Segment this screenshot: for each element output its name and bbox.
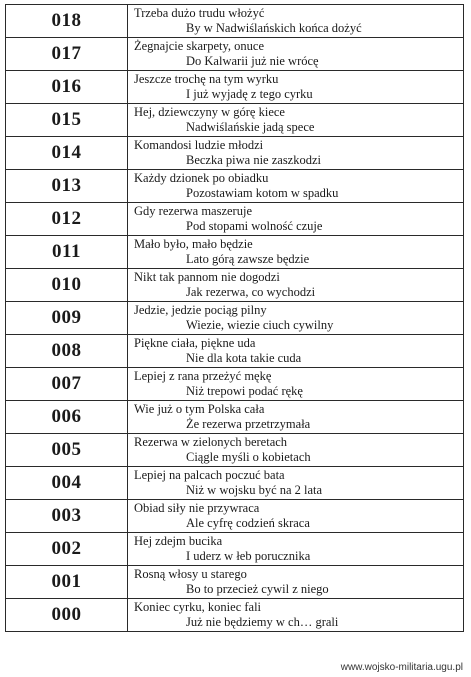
table-row	[6, 533, 464, 566]
day-number: 014	[6, 137, 128, 170]
verse-cell	[128, 104, 464, 137]
verse-line-2: Wiezie, wiezie ciuch cywilny	[186, 318, 334, 332]
day-number: 013	[6, 170, 128, 203]
verse-line-2: I już wyjadę z tego cyrku	[186, 87, 313, 101]
verse-cell	[128, 566, 464, 599]
verse-line-2: Do Kalwarii już nie wrócę	[186, 54, 319, 68]
verse-line-2: Nie dla kota takie cuda	[186, 351, 302, 365]
day-number: 001	[6, 566, 128, 599]
day-number: 007	[6, 368, 128, 401]
source-footer: www.wojsko-militaria.ugu.pl	[340, 662, 463, 673]
day-number: 018	[6, 5, 128, 38]
day-number: 008	[6, 335, 128, 368]
day-number: 012	[6, 203, 128, 236]
verse-line-2: Niż w wojsku być na 2 lata	[186, 483, 323, 497]
verse-line-1: Piękne ciała, piękne uda	[134, 336, 256, 350]
day-number: 017	[6, 38, 128, 71]
verse-line-1: Jeszcze trochę na tym wyrku	[134, 72, 279, 86]
table-row	[6, 137, 464, 170]
verse-line-2: Lato górą zawsze będzie	[186, 252, 310, 266]
verse-line-2: Jak rezerwa, co wychodzi	[186, 285, 316, 299]
table-row	[6, 38, 464, 71]
verse-cell	[128, 38, 464, 71]
verse-line-2: Niż trepowi podać rękę	[186, 384, 303, 398]
verse-cell	[128, 467, 464, 500]
day-number: 004	[6, 467, 128, 500]
table-row	[6, 236, 464, 269]
day-number: 016	[6, 71, 128, 104]
day-number: 010	[6, 269, 128, 302]
countdown-rows	[6, 5, 464, 632]
countdown-sheet	[5, 4, 464, 632]
verse-line-2: Pod stopami wolność czuje	[186, 219, 323, 233]
day-number: 000	[6, 599, 128, 632]
verse-line-2: Beczka piwa nie zaszkodzi	[186, 153, 322, 167]
verse-cell	[128, 137, 464, 170]
verse-line-1: Jedzie, jedzie pociąg pilny	[134, 303, 267, 317]
table-row	[6, 467, 464, 500]
verse-line-2: Bo to przecież cywil z niego	[186, 582, 329, 596]
verse-cell	[128, 368, 464, 401]
verse-line-1: Lepiej na palcach poczuć bata	[134, 468, 285, 482]
day-number: 015	[6, 104, 128, 137]
verse-line-1: Wie już o tym Polska cała	[134, 402, 265, 416]
countdown-table	[5, 4, 464, 632]
verse-cell	[128, 500, 464, 533]
table-row	[6, 302, 464, 335]
verse-line-1: Nikt tak pannom nie dogodzi	[134, 270, 280, 284]
table-row	[6, 203, 464, 236]
verse-line-1: Rezerwa w zielonych beretach	[134, 435, 288, 449]
day-number: 002	[6, 533, 128, 566]
table-row	[6, 599, 464, 632]
table-row	[6, 500, 464, 533]
verse-cell	[128, 401, 464, 434]
verse-line-2: Ale cyfrę codzień skraca	[186, 516, 310, 530]
day-number: 009	[6, 302, 128, 335]
verse-line-1: Mało było, mało będzie	[134, 237, 253, 251]
verse-cell	[128, 170, 464, 203]
verse-line-2: Już nie będziemy w ch… grali	[186, 615, 339, 629]
verse-line-2: Ciągle myśli o kobietach	[186, 450, 311, 464]
table-row	[6, 269, 464, 302]
verse-cell	[128, 269, 464, 302]
verse-cell	[128, 335, 464, 368]
day-number: 003	[6, 500, 128, 533]
table-row	[6, 170, 464, 203]
verse-cell	[128, 302, 464, 335]
verse-line-2: Pozostawiam kotom w spadku	[186, 186, 339, 200]
verse-cell	[128, 203, 464, 236]
table-row	[6, 335, 464, 368]
table-row	[6, 104, 464, 137]
verse-line-1: Obiad siły nie przywraca	[134, 501, 260, 515]
verse-line-1: Rosną włosy u starego	[134, 567, 247, 581]
verse-line-1: Komandosi ludzie młodzi	[134, 138, 264, 152]
verse-line-2: By w Nadwiślańskich końca dożyć	[186, 21, 362, 35]
table-row	[6, 434, 464, 467]
verse-cell	[128, 434, 464, 467]
day-number: 005	[6, 434, 128, 467]
verse-line-1: Żegnajcie skarpety, onuce	[134, 39, 265, 53]
verse-cell	[128, 5, 464, 38]
verse-cell	[128, 236, 464, 269]
verse-line-1: Gdy rezerwa maszeruje	[134, 204, 252, 218]
verse-line-1: Hej, dziewczyny w górę kiece	[134, 105, 285, 119]
verse-cell	[128, 71, 464, 104]
verse-cell	[128, 599, 464, 632]
verse-line-2: Nadwiślańskie jadą spece	[186, 120, 315, 134]
verse-line-2: Że rezerwa przetrzymała	[186, 417, 311, 431]
table-row	[6, 401, 464, 434]
table-row	[6, 5, 464, 38]
verse-line-2: I uderz w łeb porucznika	[186, 549, 311, 563]
day-number: 011	[6, 236, 128, 269]
day-number: 006	[6, 401, 128, 434]
verse-line-1: Koniec cyrku, koniec fali	[134, 600, 262, 614]
verse-line-1: Trzeba dużo trudu włożyć	[134, 6, 265, 20]
verse-line-1: Każdy dzionek po obiadku	[134, 171, 269, 185]
verse-cell	[128, 533, 464, 566]
table-row	[6, 71, 464, 104]
table-row	[6, 566, 464, 599]
verse-line-1: Lepiej z rana przeżyć mękę	[134, 369, 272, 383]
table-row	[6, 368, 464, 401]
verse-line-1: Hej zdejm bucika	[134, 534, 223, 548]
